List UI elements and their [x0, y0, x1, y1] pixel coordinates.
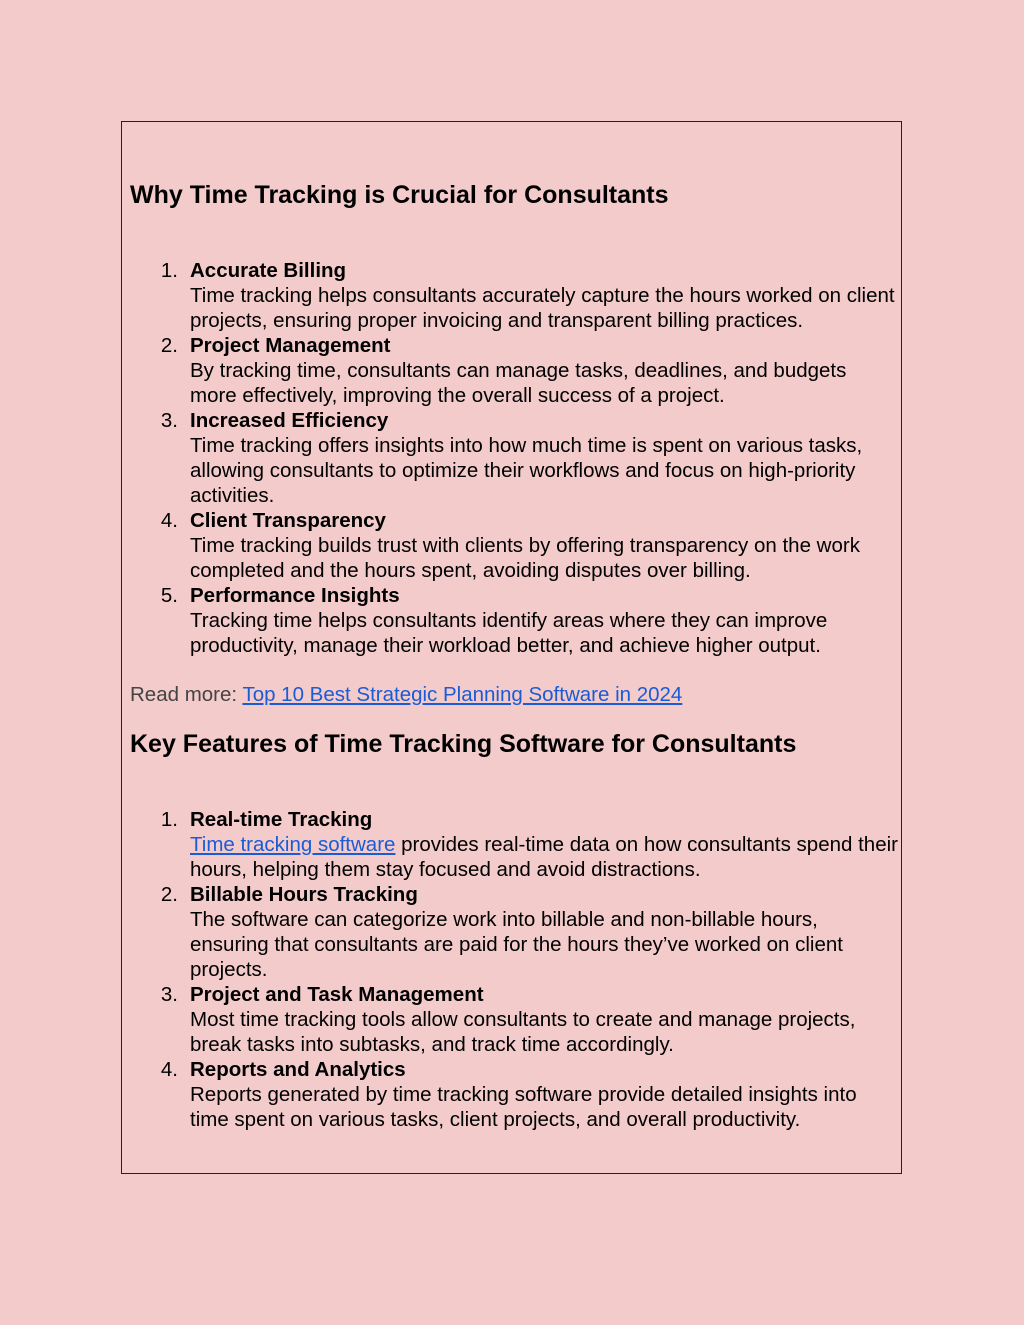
document-frame: [121, 121, 902, 1174]
item-description: Most time tracking tools allow consultants to create and manage projects, break tasks into subtasks, and track time accordingly.: [190, 1008, 856, 1056]
document-content: [130, 122, 898, 1132]
list-number: 5.: [160, 584, 178, 607]
features-list: [130, 807, 898, 1132]
list-number: 1.: [160, 259, 178, 282]
item-description: By tracking time, consultants can manage tasks, deadlines, and budgets more effectively, improving the overall success of a project.: [190, 359, 847, 407]
item-description: Time tracking helps consultants accurately capture the hours worked on client projects, ensuring proper invoicing and transparent billing practices.: [190, 284, 895, 332]
item-title: Reports and Analytics: [190, 1058, 406, 1081]
time-tracking-software-link[interactable]: Time tracking software: [190, 833, 396, 856]
reasons-list: [130, 258, 898, 658]
list-number: 1.: [160, 808, 178, 831]
list-number: 3.: [160, 983, 178, 1006]
item-description: Reports generated by time tracking software provide detailed insights into time spent on various tasks, client projects, and overall productivity.: [190, 1083, 857, 1131]
list-number: 4.: [160, 1058, 178, 1081]
list-item: [160, 258, 898, 333]
list-number: 4.: [160, 509, 178, 532]
list-item: [160, 408, 898, 508]
item-description-text: provides real-time data on how consultants spend their hours, helping them stay focused and avoid distractions.: [190, 833, 898, 881]
item-title: Client Transparency: [190, 509, 386, 532]
section-heading-why: Why Time Tracking is Crucial for Consultants: [130, 181, 669, 209]
item-description: Time tracking builds trust with clients by offering transparency on the work completed and the hours spent, avoiding disputes over billing.: [190, 534, 860, 582]
item-description: The software can categorize work into billable and non-billable hours, ensuring that consultants are paid for the hours they’ve worked on client projects.: [190, 908, 843, 981]
item-description: Time tracking offers insights into how much time is spent on various tasks, allowing consultants to optimize their workflows and focus on high-priority activities.: [190, 434, 863, 507]
section-heading-features: Key Features of Time Tracking Software for Consultants: [130, 730, 797, 758]
list-item: [160, 807, 898, 882]
item-title: Project and Task Management: [190, 983, 484, 1006]
item-title: Project Management: [190, 334, 391, 357]
item-title: Accurate Billing: [190, 259, 347, 282]
item-title: Performance Insights: [190, 584, 400, 607]
list-item: [160, 508, 898, 583]
list-number: 2.: [160, 334, 178, 357]
list-item: [160, 1057, 898, 1132]
list-number: 2.: [160, 883, 178, 906]
list-item: [160, 583, 898, 658]
read-more-line: [130, 682, 898, 707]
list-item: [160, 982, 898, 1057]
item-description: [190, 832, 898, 882]
list-item: [160, 882, 898, 982]
item-title: Real-time Tracking: [190, 808, 373, 831]
read-more-link[interactable]: Top 10 Best Strategic Planning Software in 2024: [242, 683, 683, 706]
list-number: 3.: [160, 409, 178, 432]
item-description: Tracking time helps consultants identify areas where they can improve productivity, manage their workload better, and achieve higher output.: [190, 609, 828, 657]
list-item: [160, 333, 898, 408]
read-more-prefix: Read more:: [130, 683, 243, 706]
item-title: Increased Efficiency: [190, 409, 389, 432]
item-title: Billable Hours Tracking: [190, 883, 418, 906]
